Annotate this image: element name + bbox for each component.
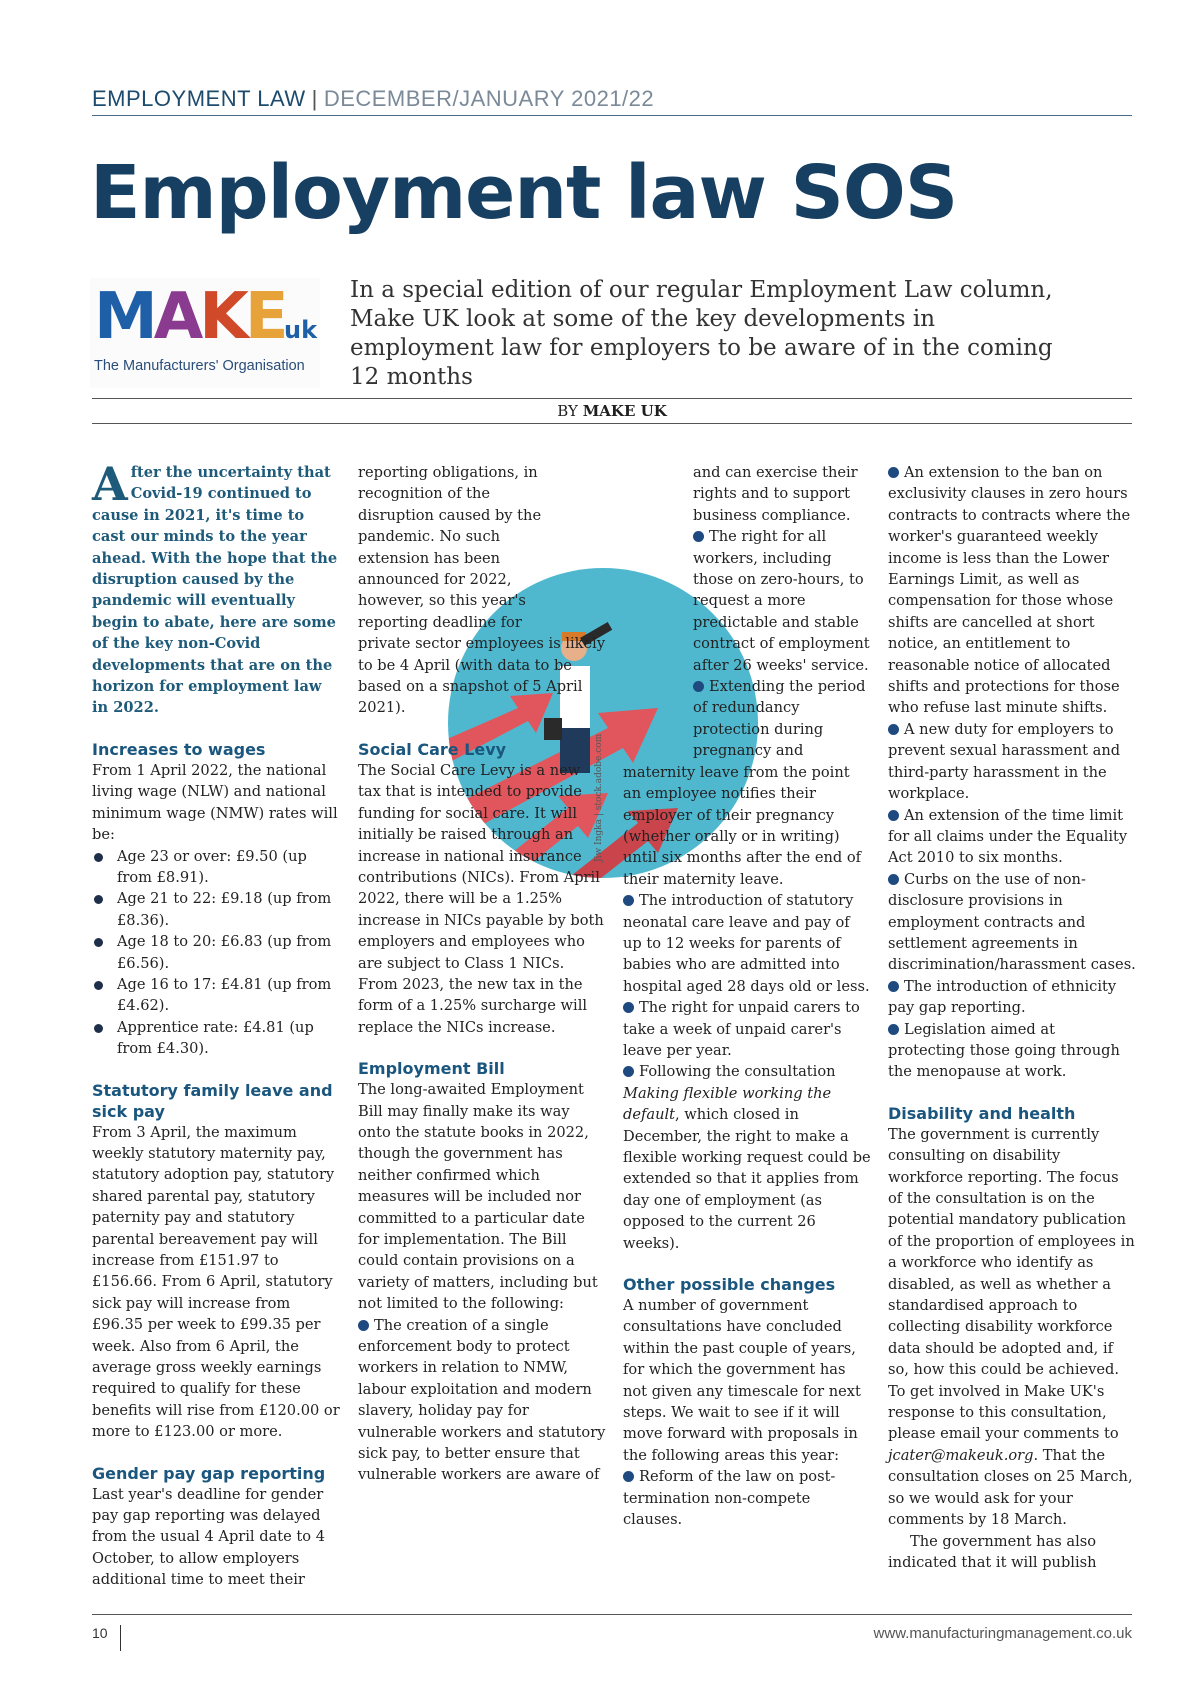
bullet-item: The right for all workers, including those on zero-hours, to request a more predictable and stable contract of employment after 26 weeks' service. <box>693 528 870 674</box>
column-4 <box>888 462 1136 1573</box>
heading-other-changes: Other possible changes <box>623 1275 836 1295</box>
heading-wages: Increases to wages <box>92 739 266 759</box>
bullet-item: Legislation aimed at protecting those going through the menopause at work. <box>888 1020 1120 1081</box>
bullet-dot <box>693 531 704 542</box>
page-number: 10 <box>92 1625 121 1651</box>
page-footer <box>92 1614 1132 1648</box>
drop-cap: A <box>92 457 128 511</box>
bullet-dot <box>623 1002 634 1013</box>
bullet-item: Extending the period of redundancy protection during pregnancy and maternity leave from the point an employee notifies their employer of their pregnancy (whether orally or in writing) until six months after the end of their maternity leave. <box>623 678 866 888</box>
intro-paragraph <box>92 457 340 719</box>
bullet-item: An extension to the ban on exclusivity clauses in zero hours contracts to contracts where the worker's guaranteed weekly income is less than the Lower Earnings Limit, as well as compensation for those whose shifts are cancelled at short notice, an entitlement to reasonable notice of allocated shifts and protections for those who refuse last minute shifts. <box>888 464 1131 717</box>
list-item: Age 16 to 17: £4.81 (up from £4.62). <box>92 974 340 1017</box>
article-title: Employment law SOS <box>90 150 958 236</box>
logo-tagline: The Manufacturers' Organisation <box>94 358 305 374</box>
section-label: EMPLOYMENT LAW <box>92 86 306 111</box>
list-item: Age 23 or over: £9.50 (up from £8.91). <box>92 846 340 889</box>
bullet-item: The right for unpaid carers to take a week of unpaid carer's leave per year. <box>623 999 860 1059</box>
gender-pay-text: Last year's deadline for gender pay gap reporting was delayed from the usual 4 April date to 4 October, to allow employers additional time to meet their <box>92 1485 325 1589</box>
family-leave-text: From 3 April, the maximum weekly statutory maternity pay, statutory adoption pay, statutory shared parental pay, statutory paternity pay and statutory parental bereavement pay will increase from £151.97 to £156.66. From 6 April, statutory sick pay will increase from £96.35 per week to £99.35 per week. Also from 6 April, the average gross weekly earnings required to qualify for these benefits will rise from £120.00 or more to £123.00 or more. <box>92 1123 340 1441</box>
bullet-dot <box>623 1066 634 1077</box>
byline-prefix: BY <box>557 402 578 420</box>
compliance-text: and can exercise their rights and to support business compliance. <box>693 464 858 524</box>
bullet-dot <box>888 981 899 992</box>
bullet-dot <box>888 810 899 821</box>
bullet-item: The introduction of statutory neonatal care leave and pay of up to 12 weeks for parents of babies who are admitted into hospital aged 28 days old or less. <box>623 892 870 995</box>
running-header <box>92 86 1132 116</box>
bullet-dot <box>623 895 634 906</box>
disability-text: The government is currently consulting on disability workforce reporting. The focus of the consultation is on the potential mandatory publication of the proportion of employees in a workforce who identify as disabled, as well as whether a standardised approach to collecting disability workforce data should be adopted and, if so, how this could be achieved. To get involved in Make UK's response to this consultation, please email your comments to jcater@makeuk.org. That the consultation closes on 25 March, so we would ask for your comments by 18 March. <box>888 1125 1135 1529</box>
heading-disability-health: Disability and health <box>888 1103 1076 1123</box>
list-item: Age 21 to 22: £9.18 (up from £8.36). <box>92 888 340 931</box>
email-link[interactable]: jcater@makeuk.org <box>888 1446 1034 1464</box>
closing-text: The government has also indicated that it will publish <box>888 1532 1097 1571</box>
bullet-dot <box>888 874 899 885</box>
column-2 <box>358 462 606 1486</box>
intro-text: fter the uncertainty that Covid-19 continued to cause in 2021, it's time to cast our minds to the year ahead. With the hope that the disruption caused by the pandemic will eventually begin to abate, here are some of the key non-Covid developments that are on the horizon for employment law in 2022. <box>92 464 338 717</box>
column-3 <box>623 462 871 1531</box>
bullet-item: Following the consultation Making flexible working the default, which closed in December, the right to make a flexible working request could be extended so that it applies from day one of employment (as opposed to the current 26 weeks). <box>623 1063 871 1252</box>
byline-author: MAKE UK <box>582 402 667 420</box>
header-divider: | <box>311 86 318 111</box>
standfirst: In a special edition of our regular Employment Law column, Make UK look at some of the key developments in employment law for employers to be aware of in the coming 12 months <box>350 277 1053 390</box>
bullet-dot <box>888 724 899 735</box>
levy-text: The Social Care Levy is a new tax that is intended to provide funding for social care. It will initially be raised through an increase in national insurance contributions (NICs). From April 2022, there will be a 1.25% increase in NICs payable by both employers and employees who are subject to Class 1 NICs. From 2023, the new tax in the form of a 1.25% surcharge will replace the NICs increase. <box>358 761 604 1036</box>
issue-label: DECEMBER/JANUARY 2021/22 <box>323 86 655 111</box>
heading-social-care-levy: Social Care Levy <box>358 739 507 759</box>
column-1 <box>92 457 340 1591</box>
bullet-item: An extension of the time limit for all claims under the Equality Act 2010 to six months. <box>888 806 1128 867</box>
heading-gender-pay: Gender pay gap reporting <box>92 1463 326 1483</box>
bullet-item: The introduction of ethnicity pay gap reporting. <box>888 977 1117 1017</box>
other-changes-text: A number of government consultations have concluded within the past couple of years, for which the government has not given any timescale for next steps. We wait to see if it will move forward with proposals in the following areas this year: <box>623 1297 861 1464</box>
bill-item-text: The creation of a single enforcement body to protect workers in relation to NMW, labour exploitation and modern slavery, holiday pay for vulnerable workers and statutory sick pay, to better ensure that vulnerable workers are aware of <box>358 1316 606 1484</box>
bill-text: The long-awaited Employment Bill may finally make its way onto the statute books in 2022, though the government has neither confirmed which measures will be included nor committed to a particular date for implementation. The Bill could contain provisions on a variety of matters, including but not limited to the following: <box>358 1081 598 1313</box>
bullet-item: Reform of the law on post-termination non-compete clauses. <box>623 1468 836 1529</box>
heading-employment-bill: Employment Bill <box>358 1059 505 1079</box>
bullet-item: Curbs on the use of non-disclosure provisions in employment contracts and settlement agreements in discrimination/harassment cases. <box>888 870 1136 974</box>
website-url[interactable]: www.manufacturingmanagement.co.uk <box>873 1625 1132 1642</box>
bullet-item: A new duty for employers to prevent sexual harassment and third-party harassment in the workplace. <box>888 720 1121 803</box>
bullet-dot <box>888 1024 899 1035</box>
bullet-dot <box>623 1471 634 1482</box>
bill-item <box>358 1315 606 1486</box>
wage-rates-list <box>92 846 340 1060</box>
make-uk-logo <box>90 278 320 388</box>
consultation-title: Making flexible working the default <box>623 1084 832 1124</box>
bullet-dot <box>888 467 899 478</box>
list-item: Apprentice rate: £4.81 (up from £4.30). <box>92 1017 340 1060</box>
bullet-dot <box>358 1320 369 1331</box>
byline <box>92 398 1132 424</box>
logo-wordmark: MAKE <box>94 280 285 354</box>
reporting-text: reporting obligations, in recognition of the disruption caused by the pandemic. No such extension has been announced for 2022, however, so this year's reporting deadline for private sector employees is likely to be 4 April (with data to be based on a snapshot of 5 April 2021). <box>358 464 606 717</box>
bullet-dot <box>693 681 704 692</box>
logo-suffix: uk <box>284 316 318 344</box>
wages-text: From 1 April 2022, the national living wage (NLW) and national minimum wage (NMW) rates will be: <box>92 761 338 844</box>
heading-family-leave: Statutory family leave and sick pay <box>92 1080 333 1121</box>
list-item: Age 18 to 20: £6.83 (up from £6.56). <box>92 931 340 974</box>
